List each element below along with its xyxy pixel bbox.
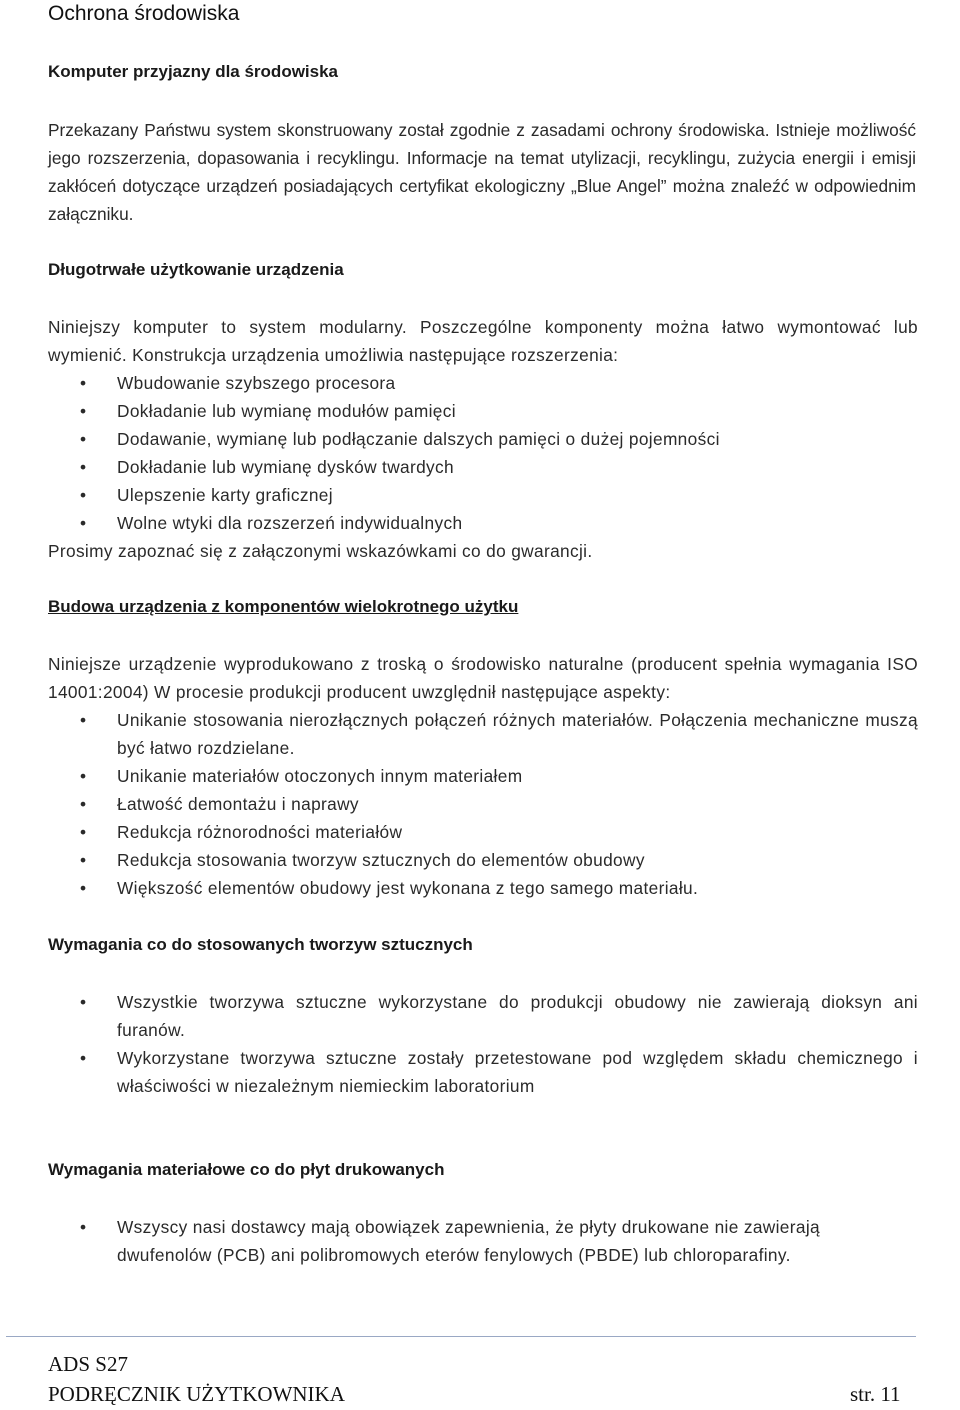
bullet-icon: •	[80, 485, 87, 505]
section-heading-pcb-requirements: Wymagania materiałowe co do płyt drukowanych	[48, 1160, 445, 1179]
list-item: • Unikanie materiałów otoczonych innym materiałem	[48, 762, 918, 790]
bullet-icon: •	[80, 1048, 87, 1068]
bullet-icon: •	[80, 429, 87, 449]
list-item: • Unikanie stosowania nierozłącznych połączeń różnych materiałów. Połączenia mechaniczne muszą być łatwo rozdzielane.	[48, 706, 918, 762]
plastics-requirements-section	[48, 988, 918, 1100]
list-item: • Dokładanie lub wymianę dysków twardych	[48, 453, 918, 481]
bullet-icon: •	[80, 401, 87, 421]
section-heading-plastics-requirements: Wymagania co do stosowanych tworzyw sztucznych	[48, 935, 473, 954]
list-item: • Łatwość demontażu i naprawy	[48, 790, 918, 818]
list-item: • Ulepszenie karty graficznej	[48, 481, 918, 509]
list-item: • Dodawanie, wymianę lub podłączanie dalszych pamięci o dużej pojemności	[48, 425, 918, 453]
list-item: • Wbudowanie szybszego procesora	[48, 369, 918, 397]
bullet-icon: •	[80, 373, 87, 393]
list-item: • Dokładanie lub wymianę modułów pamięci	[48, 397, 918, 425]
production-aspects-list	[48, 706, 918, 902]
pcb-list	[48, 1213, 868, 1269]
bullet-icon: •	[80, 710, 87, 730]
expansion-list	[48, 369, 918, 537]
warranty-note: Prosimy zapoznać się z załączonymi wskazówkami co do gwarancji.	[48, 541, 593, 561]
section-heading-long-use: Długotrwałe użytkowanie urządzenia	[48, 260, 344, 279]
list-item: • Redukcja różnorodności materiałów	[48, 818, 918, 846]
eco-computer-paragraph: Przekazany Państwu system skonstruowany został zgodnie z zasadami ochrony środowiska. Istnieje możliwość jego rozszerzenia, dopasowania i recyklingu. Informacje na temat utylizacji, recyklingu, zużycia energii i emisji zakłóceń dotyczące urządzeń posiadających certyfikat ekologiczny „Blue Angel” można znaleźć w odpowiednim załączniku.	[48, 120, 916, 224]
bullet-icon: •	[80, 513, 87, 533]
long-use-section	[48, 313, 918, 565]
bullet-icon: •	[80, 766, 87, 786]
list-item: • Wolne wtyki dla rozszerzeń indywidualnych	[48, 509, 918, 537]
list-item: • Wszyscy nasi dostawcy mają obowiązek zapewnienia, że płyty drukowane nie zawierają dwufenolów (PCB) ani polibromowych eterów fenylowych (PBDE) lub chloroparafiny.	[48, 1213, 868, 1269]
bullet-icon: •	[80, 878, 87, 898]
bullet-icon: •	[80, 850, 87, 870]
plastics-list	[48, 988, 918, 1100]
page-title: Ochrona środowiska	[48, 2, 240, 25]
reusable-components-paragraph: Niniejsze urządzenie wyprodukowano z troską o środowisko naturalne (producent spełnia wymagania ISO 14001:2004) W procesie produkcji producent uwzględnił następujące aspekty:	[48, 654, 918, 702]
footer-manual-title: PODRĘCZNIK UŻYTKOWNIKA	[48, 1382, 345, 1406]
bullet-icon: •	[80, 992, 87, 1012]
bullet-icon: •	[80, 794, 87, 814]
list-item: • Wszystkie tworzywa sztuczne wykorzystane do produkcji obudowy nie zawierają dioksyn ani furanów.	[48, 988, 918, 1044]
footer-model: ADS S27	[48, 1352, 128, 1376]
bullet-icon: •	[80, 822, 87, 842]
section-heading-eco-computer: Komputer przyjazny dla środowiska	[48, 62, 339, 81]
list-item: • Redukcja stosowania tworzyw sztucznych do elementów obudowy	[48, 846, 918, 874]
section-heading-reusable-components: Budowa urządzenia z komponentów wielokrotnego użytku	[48, 597, 519, 616]
list-item: • Wykorzystane tworzywa sztuczne zostały przetestowane pod względem składu chemicznego i właściwości w niezależnym niemieckim laboratorium	[48, 1044, 918, 1100]
bullet-icon: •	[80, 1217, 87, 1237]
footer-page-number: str. 11	[850, 1382, 901, 1406]
pcb-requirements-section	[48, 1213, 868, 1269]
footer-divider	[6, 1336, 916, 1337]
reusable-components-section	[48, 650, 918, 902]
list-item: • Większość elementów obudowy jest wykonana z tego samego materiału.	[48, 874, 918, 902]
long-use-paragraph: Niniejszy komputer to system modularny. Poszczególne komponenty można łatwo wymontować lub wymienić. Konstrukcja urządzenia umożliwia następujące rozszerzenia:	[48, 317, 918, 365]
bullet-icon: •	[80, 457, 87, 477]
